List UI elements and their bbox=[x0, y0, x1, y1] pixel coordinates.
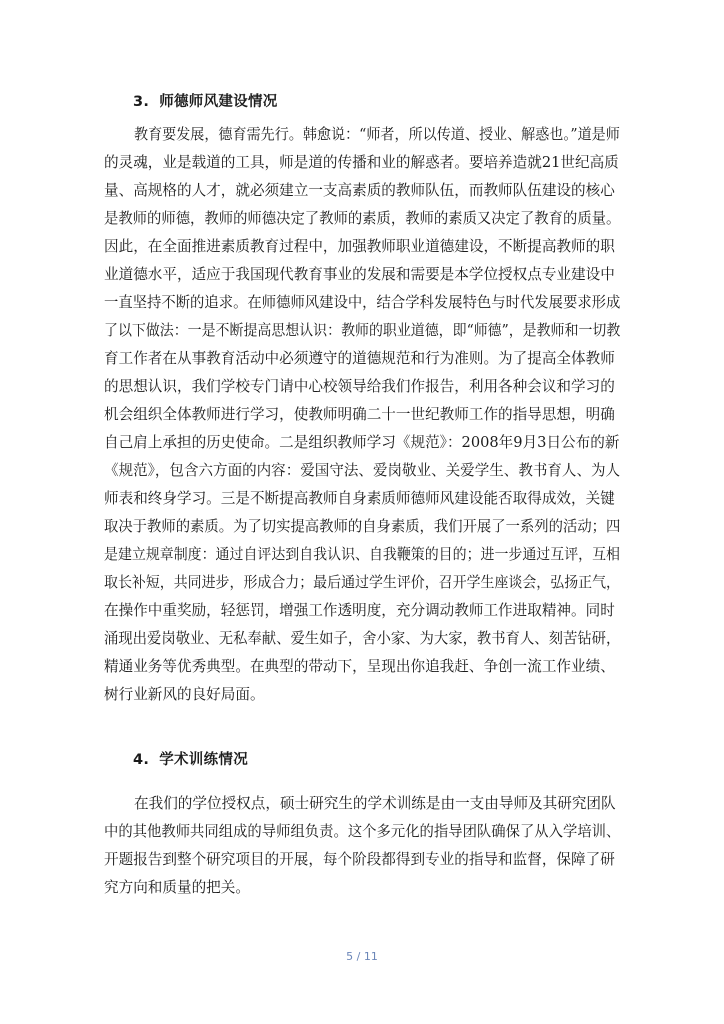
paragraph-line: 的灵魂，业是载道的工具，师是道的传播和业的解惑者。要培养造就21世纪高质 bbox=[104, 154, 619, 171]
paragraph-line: 一直坚持不断的追求。在师德师风建设中，结合学科发展特色与时代发展要求形成 bbox=[104, 294, 621, 311]
section-heading bbox=[133, 748, 248, 769]
paragraph-line: 的思想认识，我们学校专门请中心校领导给我们作报告，利用各种会议和学习的 bbox=[104, 378, 615, 395]
paragraph-line: 《规范》，包含六方面的内容：爱国守法、爱岗敬业、关爱学生、教书育人、为人 bbox=[104, 462, 621, 479]
paragraph-line: 机会组织全体教师进行学习，使教师明确二十一世纪教师工作的指导思想，明确 bbox=[104, 406, 615, 423]
paragraph-line: 师表和终身学习。三是不断提高教师自身素质师德师风建设能否取得成效，关键 bbox=[104, 490, 615, 507]
paragraph-line: 教育要发展，德育需先行。韩愈说：“师者，所以传道、授业、解惑也。”道是师 bbox=[134, 126, 620, 143]
paragraph-line: 育工作者在从事教育活动中必须遵守的道德规范和行为准则。为了提高全体教师 bbox=[104, 350, 615, 367]
paragraph-line: 取长补短，共同进步，形成合力；最后通过学生评价，召开学生座谈会，弘扬正气， bbox=[104, 574, 620, 591]
section-title: 学术训练情况 bbox=[159, 752, 249, 768]
section-number: 3. bbox=[133, 94, 150, 110]
page-indicator: 5 / 11 bbox=[346, 950, 378, 963]
paragraph-line: 精通业务等优秀典型。在典型的带动下，呈现出你追我赶、争创一流工作业绩、 bbox=[104, 658, 615, 675]
paragraph-line: 自己肩上承担的历史使命。二是组织教师学习《规范》：2008年9月3日公布的新 bbox=[104, 434, 620, 451]
paragraph-line: 开题报告到整个研究项目的开展，每个阶段都得到专业的指导和监督，保障了研 bbox=[104, 851, 615, 868]
paragraph-line: 是教师的师德，教师的师德决定了教师的素质，教师的素质又决定了教育的质量。 bbox=[104, 210, 621, 227]
section-title: 师德师风建设情况 bbox=[159, 94, 278, 110]
paragraph-line: 因此，在全面推进素质教育过程中，加强教师职业道德建设，不断提高教师的职 bbox=[104, 238, 615, 255]
section-heading bbox=[133, 90, 278, 111]
paragraph-line: 在操作中重奖励，轻惩罚，增强工作透明度，充分调动教师工作进取精神。同时 bbox=[104, 602, 615, 619]
paragraph-line: 究方向和质量的把关。 bbox=[104, 879, 250, 896]
section-number: 4. bbox=[133, 752, 150, 768]
paragraph-line: 了以下做法：一是不断提高思想认识：教师的职业道德，即“师德”，是教师和一切教 bbox=[104, 322, 621, 339]
paragraph-line: 是建立规章制度：通过自评达到自我认识、自我鞭策的目的；进一步通过互评，互相 bbox=[104, 546, 620, 563]
paragraph-line: 业道德水平，适应于我国现代教育事业的发展和需要是本学位授权点专业建设中 bbox=[104, 266, 615, 283]
paragraph-line: 量、高规格的人才，就必须建立一支高素质的教师队伍，而教师队伍建设的核心 bbox=[104, 182, 615, 199]
paragraph-line: 中的其他教师共同组成的导师组负责。这个多元化的指导团队确保了从入学培训、 bbox=[104, 823, 621, 840]
paragraph-line: 取决于教师的素质。为了切实提高教师的自身素质，我们开展了一系列的活动；四 bbox=[104, 518, 621, 535]
paragraph-line: 在我们的学位授权点，硕士研究生的学术训练是由一支由导师及其研究团队 bbox=[134, 795, 616, 812]
paragraph-line: 涌现出爱岗敬业、无私奉献、爱生如子，舍小家、为大家，教书育人、刻苦钻研， bbox=[104, 630, 621, 647]
paragraph-line: 树行业新风的良好局面。 bbox=[104, 686, 265, 703]
